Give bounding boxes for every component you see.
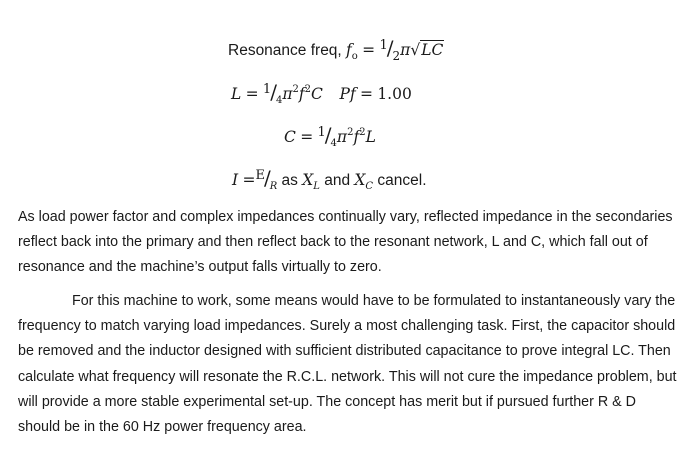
math-numerator: E — [255, 168, 265, 183]
math-pf-value: 1.00 — [377, 85, 412, 103]
equation-current — [232, 166, 427, 197]
math-subscript: o — [351, 51, 358, 62]
math-var-c: C — [284, 128, 296, 146]
math-f: f — [353, 128, 360, 146]
math-subscript: L — [313, 181, 320, 192]
fraction-slash-icon: / — [324, 123, 332, 147]
fraction-slash-icon: / — [386, 36, 394, 60]
equation-text-as: as — [277, 172, 303, 189]
math-c: C — [311, 85, 323, 103]
paragraph-impedance: As load power factor and complex impedances continually vary, reflected impedance in the secondaries reflect back into the primary and then reflect back to the resonant network, L and C, which fall out of resonance and the machine’s output falls virtually to zero. — [18, 209, 673, 276]
math-l: L — [365, 128, 376, 146]
math-numerator: 1 — [379, 38, 388, 53]
paragraph-machine: For this machine to work, some means would have to be formulated to instantaneously vary the frequency to match varying load impedances. Surely a most challenging task. First, the capacitor should be removed and the inductor designed with sufficient distributed capacitance to prove integral LC. Then calculate what frequency will resonate the R.C.L. network. This will not cure the impedance problem, but will provide a more stable experimental set-up. The concept has merit but if pursued further R & D should be in the 60 Hz power frequency area. — [18, 293, 677, 436]
math-pf-label: Pf — [339, 85, 356, 103]
math-den-coef: 4 — [330, 138, 337, 149]
math-equals: = — [242, 171, 256, 189]
math-pi: π — [282, 85, 293, 103]
math-x-c: X — [354, 171, 366, 189]
math-radicand: LC — [421, 41, 444, 59]
equation-capacitance — [284, 123, 376, 154]
math-pi: π — [336, 128, 348, 146]
math-f: f — [298, 85, 305, 103]
equation-text-end: cancel. — [373, 172, 427, 189]
math-exponent: 2 — [347, 127, 354, 138]
math-numerator: 1 — [317, 125, 326, 140]
math-equals: = — [300, 128, 314, 146]
math-pi: π — [400, 41, 411, 59]
math-exponent: 2 — [359, 127, 366, 138]
equation-resonance-frequency — [228, 36, 444, 67]
math-den-coef: 2 — [392, 49, 401, 63]
equation-inductance — [231, 80, 412, 111]
fraction-slash-icon: / — [270, 80, 277, 104]
math-var-i: I — [232, 171, 239, 189]
math-equals: = — [362, 41, 376, 59]
sqrt-icon: √ — [410, 41, 421, 59]
math-var-l: L — [231, 85, 242, 103]
equation-label: Resonance freq, — [228, 42, 347, 59]
equation-text-and: and — [319, 172, 355, 189]
fraction-slash-icon: / — [263, 166, 271, 190]
math-denominator: R — [269, 181, 278, 192]
math-subscript: C — [365, 181, 374, 192]
math-exponent: 2 — [292, 84, 299, 95]
math-den-coef: 4 — [275, 95, 283, 106]
math-equals: = — [360, 85, 373, 103]
math-numerator: 1 — [262, 82, 272, 97]
math-equals: = — [245, 85, 259, 103]
math-x-l: X — [302, 171, 314, 189]
math-exponent: 2 — [304, 84, 312, 95]
math-var-f: f — [346, 41, 352, 59]
